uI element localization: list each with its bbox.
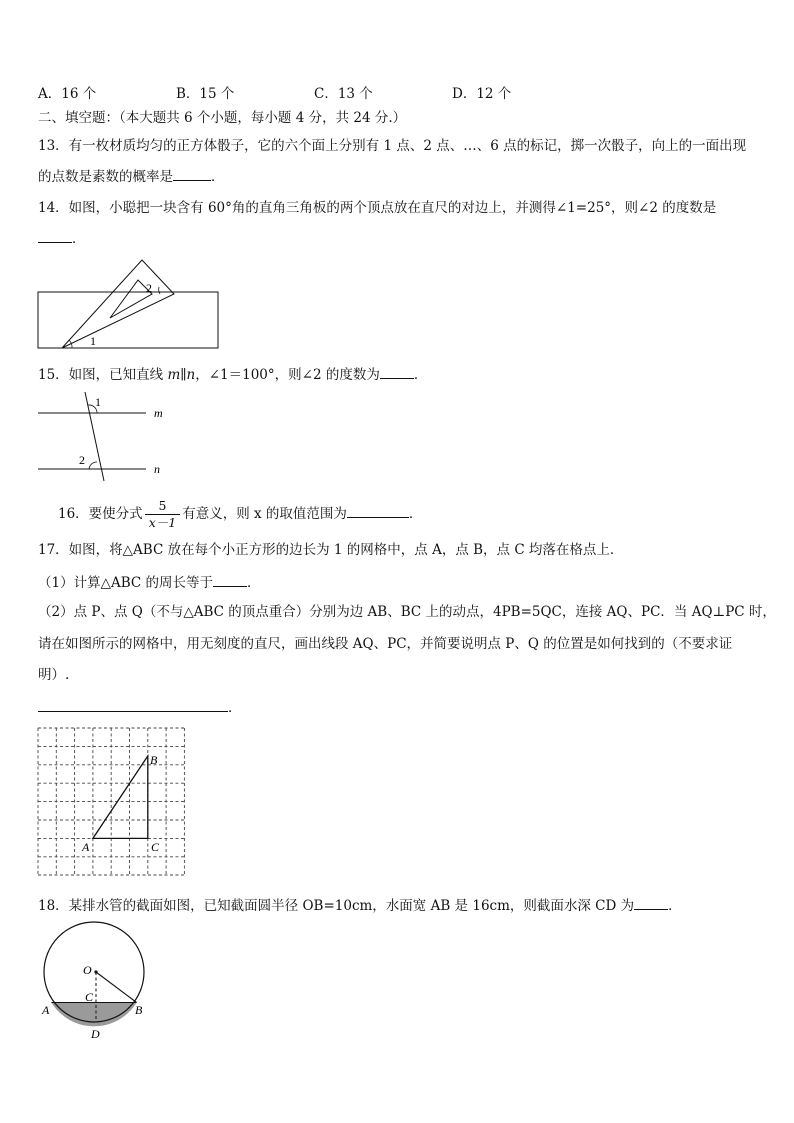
angle2-arc [89, 462, 97, 469]
q14-answer-blank[interactable] [38, 228, 72, 243]
q18-figure [40, 922, 160, 1042]
q16-pre: 16．要使分式 [58, 506, 143, 522]
q13-line2 [38, 166, 225, 186]
q14-line2 [38, 228, 86, 248]
q15-mn: m∥n [167, 367, 196, 383]
q18-label-o: O [83, 963, 92, 977]
q14-label-2: 2 [146, 281, 152, 295]
q17-part2c: 明）. [38, 667, 70, 683]
q18-text: 18．某排水管的截面如图，已知截面圆半径 OB=10cm，水面宽 AB 是 16cm，则截面水深 CD 为 [38, 898, 635, 914]
q16-fraction [145, 498, 181, 531]
q18-answer-blank[interactable] [634, 895, 668, 910]
q14-label-1: 1 [90, 334, 96, 348]
q17-line1: 17．如图，将△ABC 放在每个小正方形的边长为 1 的网格中，点 A，点 B，点 C 均落在格点上． [38, 542, 624, 558]
q15-answer-blank[interactable] [380, 364, 414, 379]
q13-line1: 13．有一枚材质均匀的正方体骰子，它的六个面上分别有 1 点、2 点、…、6 点的标记，掷一次骰子，向上的一面出现 [38, 138, 747, 154]
q17-part1-blank[interactable] [213, 572, 247, 587]
q17-part1 [38, 572, 261, 592]
radius-ob [96, 972, 137, 1003]
q15-label-1: 1 [95, 395, 101, 409]
water-segment [51, 1003, 136, 1027]
option-d: D．12 个 [452, 86, 512, 102]
q16-post: 有意义，则 x 的取值范围为 [182, 506, 347, 522]
q16-numerator: 5 [158, 498, 167, 513]
ruler [38, 292, 218, 348]
q14-end: ． [72, 231, 86, 247]
q15-figure [34, 390, 174, 482]
q17-part2b: 请在如图所示的网格中，用无刻度的直尺，画出线段 AQ、PC，并简要说明点 P、Q 的位置是如何找到的（不要求证 [38, 636, 733, 652]
q18-label-d: D [91, 1027, 100, 1041]
q18-label-b: B [135, 1003, 143, 1017]
q17-part2: （2）点 P、点 Q（不与△ABC 的顶点重合）分别为边 AB、BC 上的动点，4PB=5QC，连接 AQ、PC．当 AQ⊥PC 时， [38, 604, 776, 620]
q17-label-a: A [82, 840, 90, 854]
section-heading: 二、填空题：（本大题共 6 个小题，每小题 4 分，共 24 分.） [38, 110, 407, 126]
triangle-abc [93, 756, 148, 838]
q14-line1: 14．如图，小聪把一块含有 60°角的直角三角板的两个顶点放在直尺的对边上，并测得∠1=25°，则∠2 的度数是 [38, 200, 717, 216]
q13-end: ． [211, 169, 225, 185]
q14-figure [34, 258, 224, 354]
angle2-arc [159, 287, 160, 294]
q18-line [38, 895, 682, 915]
q17-grid-figure [36, 724, 196, 884]
q18-label-c: C [85, 990, 94, 1004]
q15-end: ． [413, 367, 428, 383]
q17-part1-text: （1）计算△ABC 的周长等于 [38, 575, 214, 591]
option-b: B．15 个 [176, 86, 235, 102]
option-c: C．13 个 [314, 86, 373, 102]
q13-answer-blank[interactable] [173, 166, 211, 181]
q17-answer-blank[interactable] [38, 697, 228, 712]
q16-denominator: x－1 [145, 514, 181, 531]
q18-end: ． [668, 898, 682, 914]
q17-part1-end: ． [247, 575, 261, 591]
q15-line [38, 364, 427, 384]
q17-answer-end: ． [228, 700, 242, 716]
q15-label-n: n [154, 462, 160, 476]
grid [38, 728, 186, 875]
q17-label-c: C [151, 840, 160, 854]
center-dot [94, 970, 97, 973]
q16-answer-blank[interactable] [347, 503, 409, 518]
q15-mid: ，∠1＝100°，则∠2 的度数为 [195, 367, 380, 383]
q13-text: 的点数是素数的概率是 [38, 169, 173, 185]
q16-line [58, 496, 422, 532]
q18-label-a: A [42, 1003, 50, 1017]
q15-label-2: 2 [79, 453, 85, 467]
q17-label-b: B [150, 753, 158, 767]
q15-pre: 15．如图，已知直线 [38, 367, 168, 383]
option-a: A．16 个 [38, 86, 97, 102]
q15-label-m: m [154, 406, 163, 420]
q16-end: ． [408, 506, 423, 522]
q17-answer-line [38, 697, 242, 717]
triangle-outer [62, 260, 174, 348]
